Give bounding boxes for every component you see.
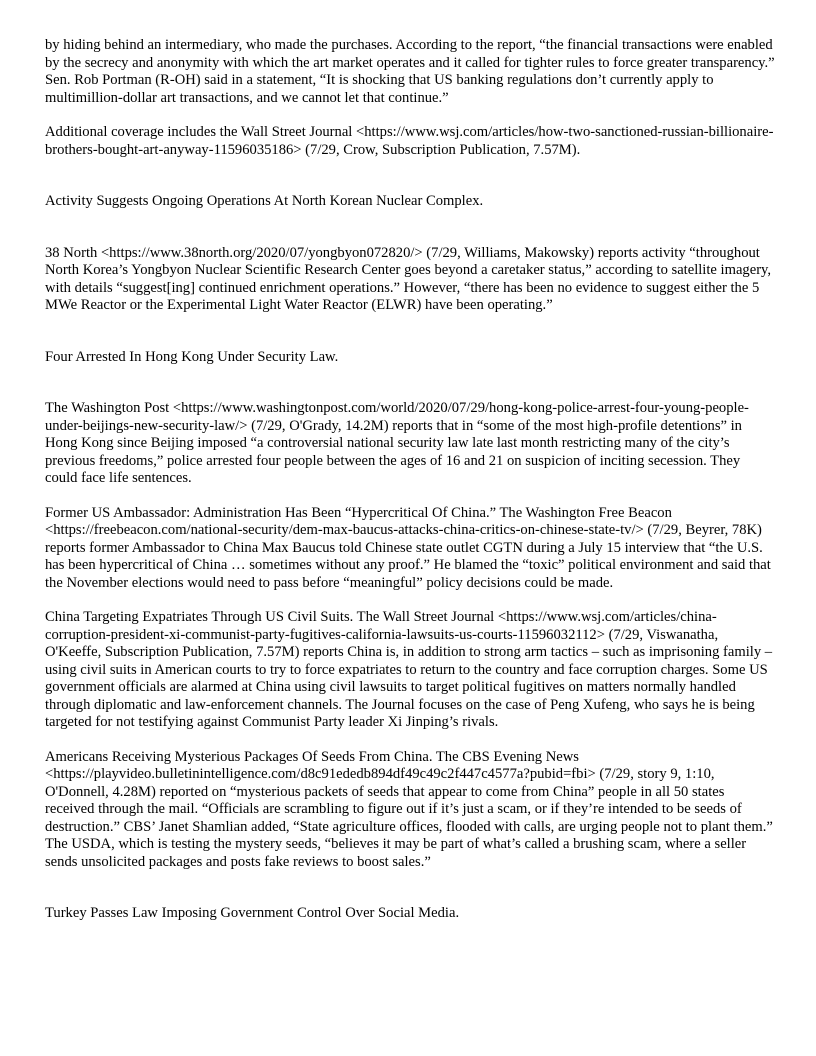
paragraph-wsj-additional-coverage: Additional coverage includes the Wall Street Journal <https://www.wsj.com/articles/how-two-sanctioned-russian-billionaire-brothers-bought-art-anyway-11596035186> (7/29, Crow, Subscription Publication, 7.57M). <box>45 124 774 158</box>
paragraph-washington-post: The Washington Post <https://www.washingtonpost.com/world/2020/07/29/hong-kong-police-arrest-four-young-people-under-beijings-new-security-law/> (7/29, O'Grady, 14.2M) reports that in “some of the most high-profile detentions” in Hong Kong since Beijing imposed “a controversial national security law late last month restricting many of the city’s previous freedoms,” police arrested four people between the ages of 16 and 21 on suspicion of inciting secession. They could face life sentences. <box>45 400 749 486</box>
paragraph-civil-suits: China Targeting Expatriates Through US Civil Suits. The Wall Street Journal <https://www.wsj.com/articles/china-corruption-president-xi-communist-party-fugitives-california-lawsuits-us-courts-11596032112> (7/29, Viswanatha, O'Keeffe, Subscription Publication, 7.57M) reports China is, in addition to strong arm tactics – such as imprisoning family – using civil suits in American courts to try to force expatriates to return to the country and face corruption charges. Some US government officials are alarmed at China using civil lawsuits to target political fugitives on matters normally handled through diplomatic and law-enforcement channels. The Journal focuses on the case of Peng Xufeng, who says he is being targeted for not testifying against Communist Party leader Xi Jinping’s rivals. <box>45 609 773 730</box>
document-page <box>45 37 775 923</box>
paragraph-art-transactions: by hiding behind an intermediary, who made the purchases. According to the report, “the financial transactions were enabled by the secrecy and anonymity with which the art market operates and it called for tighter rules to force greater transparency.” Sen. Rob Portman (R-OH) said in a statement, “It is shocking that US banking regulations don’t currently apply to multimillion-dollar art transactions, and we cannot let that continue.” <box>45 37 775 106</box>
paragraph-38-north: 38 North <https://www.38north.org/2020/07/yongbyon072820/> (7/29, Williams, Makowsky) reports activity “throughout North Korea’s Yongbyon Nuclear Scientific Research Center goes beyond a caretaker status,” according to satellite imagery, with details “suggest[ing] continued enrichment operations.” However, “there has been no evidence to suggest either the 5 MWe Reactor or the Experimental Light Water Reactor (ELWR) have been operating.” <box>45 244 772 313</box>
paragraph-seeds: Americans Receiving Mysterious Packages Of Seeds From China. The CBS Evening News <https://playvideo.bulletinintelligence.com/d8c91ededb894df49c49c2f447c4577a?pubid=fbi> (7/29, story 9, 1:10, O'Donnell, 4.28M) reported on “mysterious packets of seeds that appear to come from China” people in all 50 states received through the mail. “Officials are scrambling to figure out if it’s just a scam, or if they’re intended to be seeds of destruction.” CBS’ Janet Shamlian added, “State agriculture offices, flooded with calls, are urging people not to plant them.” The USDA, which is testing the mystery seeds, “believes it may be part of what’s called a brushing scam, where a seller sends unsolicited packages and posts fake reviews to boost sales.” <box>45 748 773 870</box>
headline-turkey: Turkey Passes Law Imposing Government Control Over Social Media. <box>45 905 460 921</box>
headline-hong-kong: Four Arrested In Hong Kong Under Security Law. <box>45 348 339 365</box>
paragraph-baucus: Former US Ambassador: Administration Has Been “Hypercritical Of China.” The Washington Free Beacon <https://freebeacon.com/national-security/dem-max-baucus-attacks-china-critics-on-chinese-state-tv/> (7/29, Beyrer, 78K) reports former Ambassador to China Max Baucus told Chinese state outlet CGTN during a July 15 interview that “the U.S. has been hypercritical of China … sometimes without any proof.” He blamed the “toxic” political environment and said that the November elections would need to pass before “meaningful” policy decisions could be made. <box>45 504 771 591</box>
headline-north-korea: Activity Suggests Ongoing Operations At North Korean Nuclear Complex. <box>45 193 484 209</box>
